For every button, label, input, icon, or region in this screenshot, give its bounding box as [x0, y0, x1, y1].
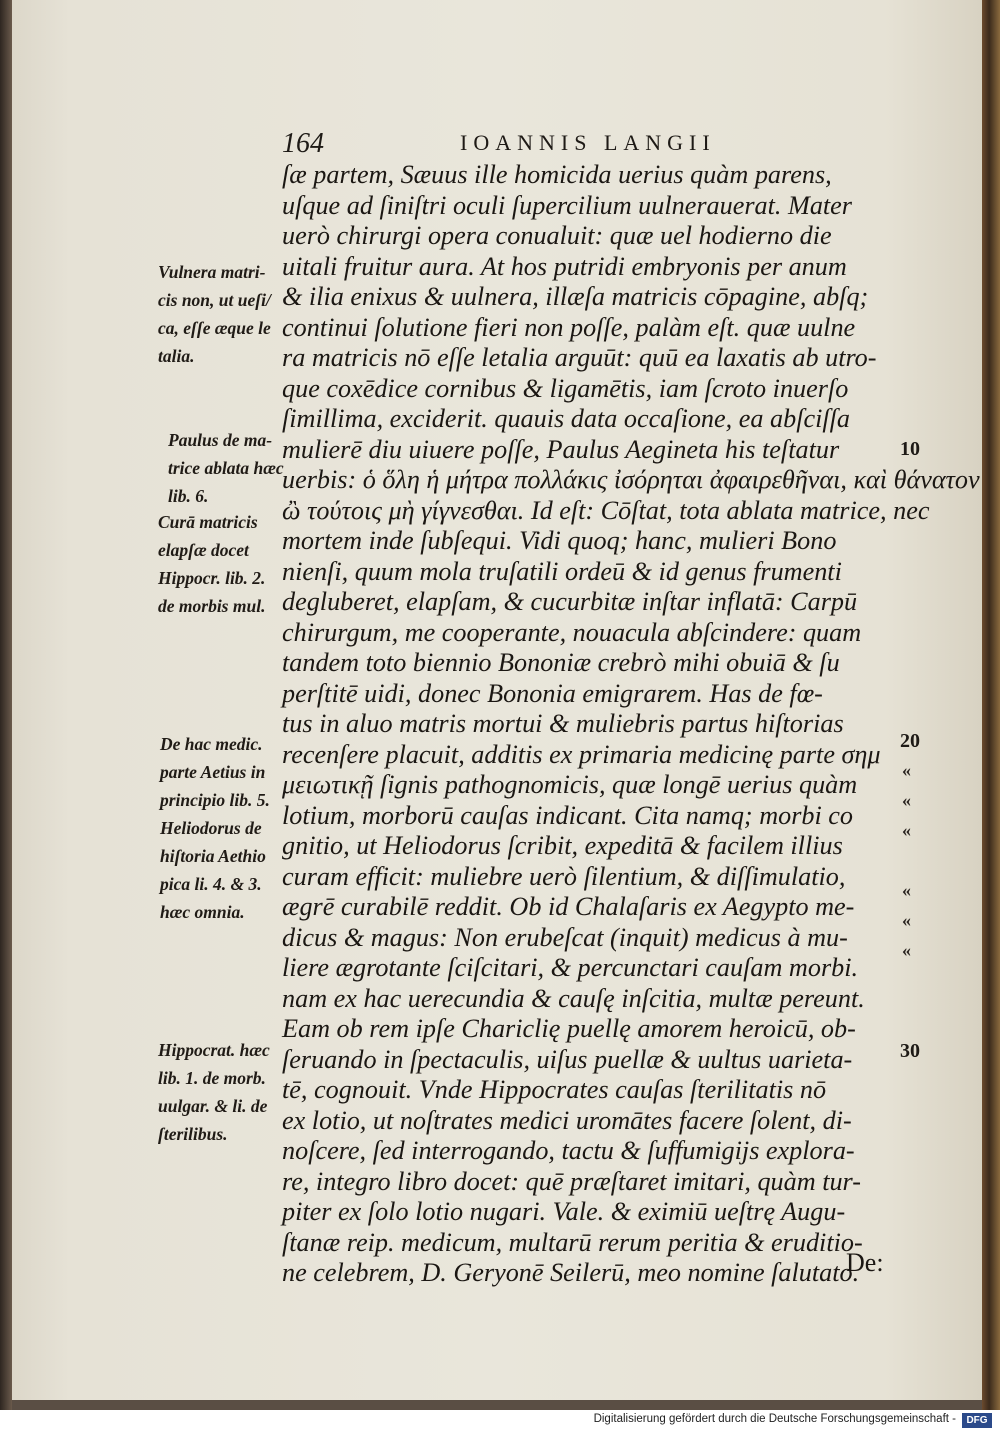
quotation-mark: «	[902, 760, 911, 780]
text-line: ne celebrem, D. Geryonē Seilerū, meo nomine ſalutato.	[282, 1258, 860, 1287]
text-line: continui ſolutione fieri non poſſe, palàm eſt. quæ uulne	[282, 312, 856, 342]
sidenote-line: hæc omnia.	[160, 902, 245, 922]
sidenote-line: uulgar. & li. de	[158, 1096, 268, 1116]
sidenote-line: lib. 1. de morb.	[158, 1068, 266, 1088]
sidenote-vulnera	[158, 258, 271, 370]
sidenote-line: ca, eſſe æque le	[158, 318, 271, 338]
sidenote-line: parte Aetius in	[160, 762, 266, 782]
page-number: 164	[282, 128, 324, 159]
text-line: piter ex ſolo lotio nugari. Vale. & eximiū ueſtrę Augu-	[282, 1197, 846, 1226]
sidenote-line: elapſæ docet	[158, 540, 249, 560]
catchword: De:	[846, 1248, 884, 1277]
book-binding	[982, 0, 1000, 1410]
sidenote-line: Hippocr. lib. 2.	[158, 568, 266, 588]
sidenote-line: Hippocrat. hæc	[158, 1040, 270, 1060]
text-line: ægrē curabilē reddit. Ob id Chalaſaris ex Aegypto me-	[282, 892, 855, 921]
text-line: mulierē diu uiuere poſſe, Paulus Aegineta his teſtatur	[282, 434, 840, 464]
sidenote-line: hiſtoria Aethio	[160, 846, 266, 866]
text-line: recenſere placuit, additis ex primaria medicinę parte σημ	[282, 739, 881, 769]
sidenote-paulus	[168, 426, 284, 510]
sidenote-line: talia.	[158, 346, 195, 366]
quotation-mark: «	[902, 910, 911, 930]
dfg-logo: DFG	[962, 1413, 992, 1428]
text-line: uerbis: ὁ ὅλη ἡ μήτρα πολλάκις ἰσόρηται ἀφαιρεθῆναι, καὶ θάνατον	[282, 465, 980, 494]
text-line: perſtitē uidi, donec Bononia emigrarem. Has de fœ-	[282, 678, 823, 708]
sidenote-line: Vulnera matri-	[158, 262, 266, 282]
text-line: uſque ad ſiniſtri oculi ſupercilium uulnerauerat. Mater	[282, 190, 852, 220]
text-line: mortem inde ſubſequi. Vidi quoq; hanc, mulieri Bono	[282, 526, 837, 555]
text-line: ex lotio, ut noſtrates medici uromātes facere ſolent, di-	[282, 1105, 852, 1135]
digitization-footer	[0, 1410, 1000, 1432]
text-line: lotium, morborū cauſas indicant. Cita namq; morbi co	[282, 800, 854, 830]
text-line: tē, cognouit. Vnde Hippocrates cauſas ſterilitatis nō	[282, 1075, 827, 1104]
text-line: ſimillima, exciderit. quauis data occaſione, ea abſciſſa	[282, 404, 851, 433]
text-line: noſcere, ſed interrogando, tactu & ſuffumigijs explora-	[282, 1136, 855, 1165]
sidenote-line: de morbis mul.	[158, 596, 266, 616]
text-line: chirurgum, me cooperante, nouacula abſcindere: quam	[282, 617, 862, 647]
text-line: tandem toto biennio Bononiæ crebrò mihi obuiā & ſu	[282, 648, 840, 677]
text-line: curam efficit: muliebre uerò ſilentium, & diſſimulatio,	[282, 861, 846, 891]
sidenote-de-hac-medic	[160, 730, 270, 926]
text-line: ſtanæ reip. medicum, multarū rerum peritia & eruditio-	[282, 1227, 863, 1257]
text-line: ſæ partem, Sæuus ille homicida uerius quàm parens,	[282, 160, 832, 189]
sidenote-cura-matricis	[158, 508, 265, 620]
text-line: ſeruando in ſpectaculis, uiſus puellæ & uultus uarieta-	[282, 1044, 853, 1074]
text-line: nam ex hac uerecundia & cauſę inſcitia, multæ pereunt.	[282, 983, 865, 1013]
text-line: dicus & magus: Non erubeſcat (inquit) medicus à mu-	[282, 922, 848, 952]
sidenote-line: ſterilibus.	[158, 1124, 228, 1144]
sidenote-line: cis non, ut ueſi/	[158, 290, 271, 310]
text-line: degluberet, elapſam, & cucurbitæ inſtar inflatā: Carpū	[282, 587, 858, 616]
sidenote-line: pica li. 4. & 3.	[160, 874, 262, 894]
page-edge-shadow	[0, 0, 12, 1410]
quotation-mark: «	[902, 940, 911, 960]
footer-credit: Digitalisierung gefördert durch die Deutsche Forschungsgemeinschaft -	[593, 1413, 956, 1425]
margin-line-number: 20	[900, 730, 920, 752]
margin-line-number: 30	[900, 1040, 920, 1062]
sidenote-line: Heliodorus de	[160, 818, 262, 838]
quotation-mark: «	[902, 880, 911, 900]
text-line: ὢ τούτοις μὴ γίγνεσθαι. Id eſt: Cōſtat, tota ablata matrice, nec	[282, 495, 930, 525]
text-line: & ilia enixus & uulnera, illæſa matricis cōpagine, abſq;	[282, 282, 869, 311]
text-line: uitali fruitur aura. At hos putridi embryonis per anum	[282, 251, 847, 281]
margin-line-number: 10	[900, 438, 920, 460]
sidenote-line: De hac medic.	[160, 734, 263, 754]
text-line: gnitio, ut Heliodorus ſcribit, expeditā & facilem illius	[282, 831, 843, 860]
text-line: ra matricis nō eſſe letalia arguūt: quū ea laxatis ab utro-	[282, 343, 877, 372]
sidenote-line: lib. 6.	[168, 486, 209, 506]
sidenote-line: Curā matricis	[158, 512, 258, 532]
running-head	[282, 128, 882, 162]
text-line: tus in aluo matris mortui & muliebris partus hiſtorias	[282, 709, 844, 738]
text-line: re, integro libro docet: quē præſtaret imitari, quàm tur-	[282, 1166, 861, 1196]
sidenote-line: Paulus de ma-	[168, 430, 273, 450]
text-line: liere ægrotante ſciſcitari, & percunctari cauſam morbi.	[282, 953, 859, 982]
running-title: IOANNIS LANGII	[460, 130, 716, 155]
quotation-mark: «	[902, 790, 911, 810]
text-line: μειωτικῇ ſignis pathognomicis, quæ longē uerius quàm	[282, 770, 858, 799]
sidenote-hippocrat	[158, 1036, 270, 1148]
sidenote-line: trice ablata hæc	[168, 458, 284, 478]
text-line: que coxēdice cornibus & ligamētis, iam ſcroto inuerſo	[282, 373, 849, 403]
text-line: uerò chirurgi opera conualuit: quæ uel hodierno die	[282, 221, 832, 250]
text-line: Eam ob rem ipſe Chariclię puellę amorem heroicū, ob-	[282, 1014, 856, 1043]
quotation-mark: «	[902, 820, 911, 840]
sidenote-line: principio lib. 5.	[160, 790, 270, 810]
text-line: nienſi, quum mola truſatili ordeū & id genus frumenti	[282, 556, 842, 586]
